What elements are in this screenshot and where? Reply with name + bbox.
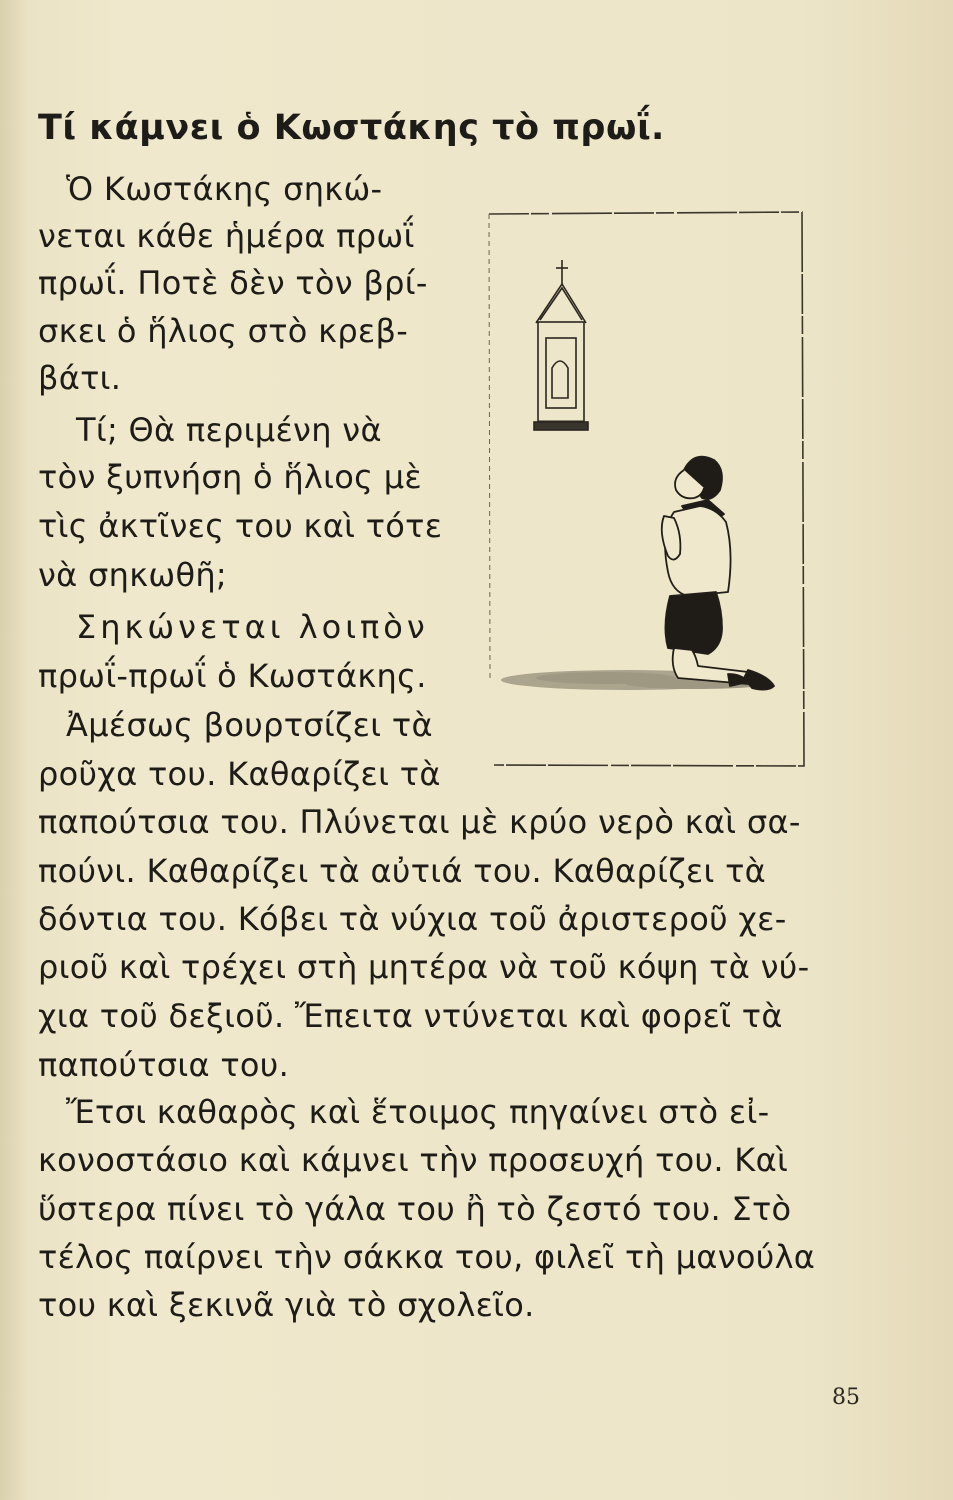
text-line: Ἀμέσως βουρτσίζει τὰ	[66, 706, 433, 744]
text-line: πρωΐ. Ποτὲ δὲν τὸν βρί-	[38, 264, 428, 302]
text-line: ροῦχα του. Καθαρίζει τὰ	[38, 755, 441, 793]
text-line: πρωΐ-πρωΐ ὁ Κωστάκης.	[38, 657, 427, 695]
text-line: Σηκώνεται λοιπὸν	[76, 608, 429, 646]
text-line: Ἔτσι καθαρὸς καὶ ἕτοιμος πηγαίνει στὸ εἰ-	[66, 1093, 770, 1131]
text-line: δόντια του. Κόβει τὰ νύχια τοῦ ἀριστεροῦ χε-	[38, 900, 787, 938]
boy-figure	[662, 457, 774, 690]
text-line: τέλος παίρνει τὴν σάκκα του, φιλεῖ τὴ μανούλα	[38, 1238, 816, 1276]
text-line: κονοστάσιο καὶ κάμνει τὴν προσευχή του. Καὶ	[38, 1141, 789, 1179]
praying-boy-illustration	[486, 208, 808, 768]
text-line: Ὁ Κωστάκης σηκώ-	[66, 170, 383, 208]
text-line: χια τοῦ δεξιοῦ. Ἔπειτα ντύνεται καὶ φορεῖ τὰ	[38, 997, 783, 1035]
text-line: νὰ σηκωθῆ;	[38, 556, 227, 594]
text-line: νεται κάθε ἡμέρα πρωΐ	[38, 217, 415, 255]
text-line: σκει ὁ ἥλιος στὸ κρεβ-	[38, 312, 409, 350]
text-line: παπούτσια του.	[38, 1046, 290, 1084]
text-line: πούνι. Καθαρίζει τὰ αὐτιά του. Καθαρίζει τὰ	[38, 852, 767, 890]
text-line: του καὶ ξεκινᾶ γιὰ τὸ σχολεῖο.	[38, 1286, 535, 1324]
text-line: ὕστερα πίνει τὸ γάλα του ἢ τὸ ζεστό του. Στὸ	[38, 1190, 792, 1228]
text-line: τὶς ἀκτῖνες του καὶ τότε	[38, 507, 443, 545]
page-number: 85	[832, 1385, 860, 1410]
shrine-icon	[534, 260, 588, 430]
text-line: παπούτσια του. Πλύνεται μὲ κρύο νερὸ καὶ σα-	[38, 803, 801, 841]
text-line: βάτι.	[38, 359, 122, 397]
chapter-title: Τί κάμνει ὁ Κωστάκης τὸ πρωΐ.	[38, 108, 665, 148]
text-line: ριοῦ καὶ τρέχει στὴ μητέρα νὰ τοῦ κόψη τὰ νύ-	[38, 948, 810, 986]
text-line: τὸν ξυπνήση ὁ ἥλιος μὲ	[38, 458, 422, 496]
text-line: Τί; Θὰ περιμένη νὰ	[76, 411, 382, 449]
